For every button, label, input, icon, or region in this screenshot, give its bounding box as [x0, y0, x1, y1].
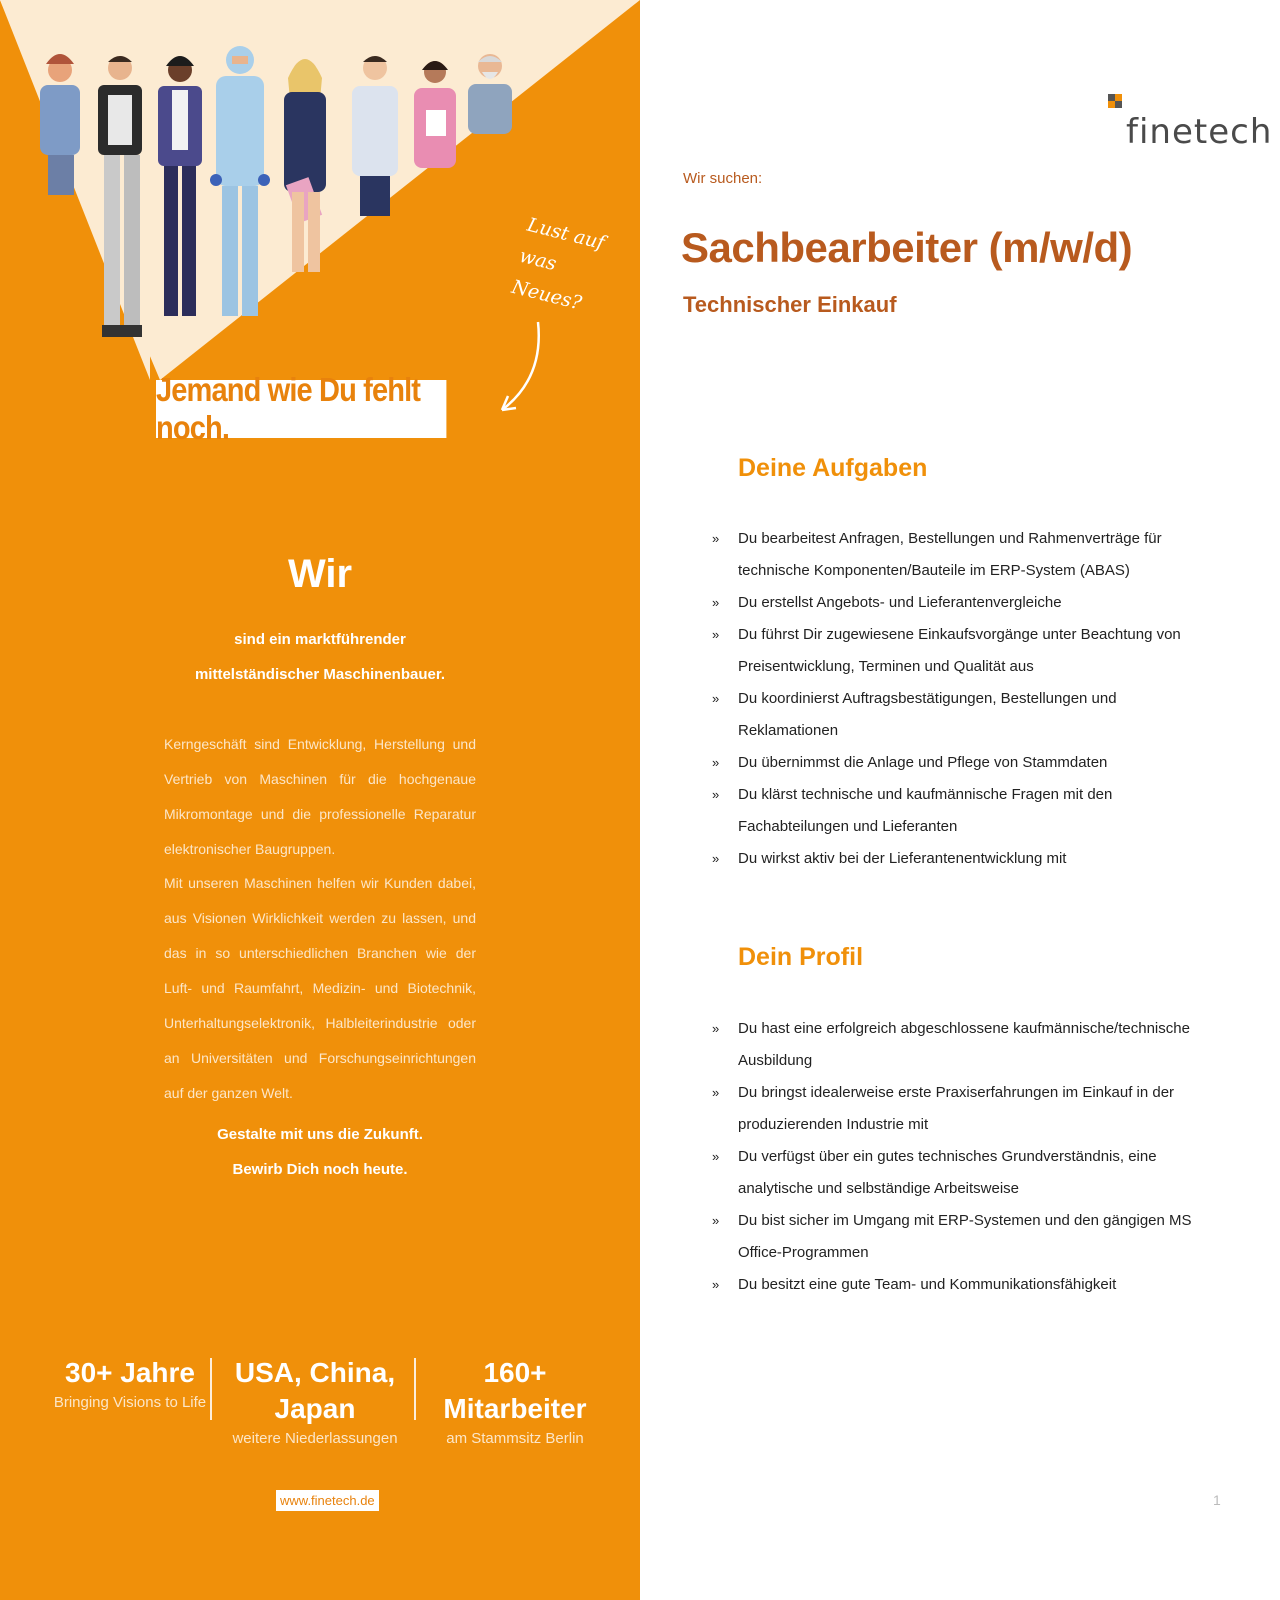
job-subtitle: Technischer Einkauf [683, 292, 897, 317]
person-illustration [40, 54, 80, 195]
profil-heading: Dein Profil [738, 943, 864, 971]
list-item: » Du verfügst über ein gutes technisches Grundverständnis, eine analytische und selbständige Arbeitsweise [712, 1141, 1217, 1205]
slogan-banner: Jemand wie Du fehlt noch. [156, 380, 446, 438]
stat-years [40, 1355, 220, 1415]
job-title: Sachbearbeiter (m/w/d) [681, 224, 1133, 271]
aufgaben-heading: Deine Aufgaben [738, 454, 928, 482]
stat-locations [215, 1355, 415, 1451]
person-illustration [98, 56, 142, 337]
wir-suchen-label: Wir suchen: [683, 170, 763, 187]
stat-caption: weitere Niederlassungen [232, 1430, 398, 1447]
person-illustration [414, 61, 456, 168]
company-paragraph-2: Mit unseren Maschinen helfen wir Kunden dabei, aus Visionen Wirklichkeit werden zu lassen, und das in so unterschiedlichen Branchen wie der Luft- und Raumfahrt, Medizin- und Biotechnik, Unterhaltungselektronik, Halbleiterindustrie oder an Universitäten und Forschungseinrichtungen auf der ganzen Welt. [164, 875, 476, 1101]
list-item: » Du bringst idealerweise erste Praxiserfahrungen im Einkauf in der produzierenden Industrie mit [712, 1077, 1217, 1141]
logo-text: finetech [1126, 112, 1273, 152]
handwritten-note: Lust auf was Neues? [509, 213, 607, 315]
person-illustration [158, 56, 202, 316]
list-item: » Du klärst technische und kaufmännische Fragen mit den Fachabteilungen und Lieferanten [712, 779, 1217, 843]
stat-value: 160+ Mitarbeiter [443, 1357, 587, 1424]
list-item: » Du koordinierst Auftragsbestätigungen, Bestellungen und Reklamationen [712, 683, 1217, 747]
call-to-action [180, 1117, 460, 1187]
list-item: » Du wirkst aktiv bei der Lieferantenentwicklung mit [712, 843, 1217, 875]
list-item: » Du übernimmst die Anlage und Pflege von Stammdaten [712, 747, 1217, 779]
list-item: » Du bist sicher im Umgang mit ERP-Systemen und den gängigen MS Office-Programmen [712, 1205, 1217, 1269]
person-illustration [210, 46, 270, 316]
page-number: 1 [1213, 1492, 1221, 1508]
stat-value: USA, China, Japan [234, 1357, 396, 1424]
cta-line: Gestalte mit uns die Zukunft. [217, 1126, 423, 1143]
list-item: » Du erstellst Angebots- und Lieferantenvergleiche [712, 587, 1217, 619]
company-paragraph-1: Kerngeschäft sind Entwicklung, Herstellung und Vertrieb von Maschinen für die hochgenaue Mikromontage und die professionelle Reparatur elektronischer Baugruppen. [164, 736, 476, 857]
aufgaben-list [712, 523, 1217, 875]
wir-heading: Wir [287, 552, 353, 596]
person-illustration [352, 56, 398, 216]
stat-employees [415, 1355, 615, 1451]
stat-divider [210, 1358, 212, 1420]
list-item: » Du hast eine erfolgreich abgeschlossene kaufmännische/technische Ausbildung [712, 1013, 1217, 1077]
people-illustration [30, 30, 530, 360]
stat-caption: am Stammsitz Berlin [446, 1430, 584, 1447]
logo-mark-icon [1108, 94, 1122, 108]
person-illustration [468, 54, 512, 134]
person-illustration [284, 59, 326, 272]
stat-caption: Bringing Visions to Life [53, 1394, 207, 1411]
list-item: » Du besitzt eine gute Team- und Kommunikationsfähigkeit [712, 1269, 1217, 1301]
wir-subheading: sind ein marktführender mittelständischer Maschinenbauer. [194, 631, 446, 683]
website-link[interactable]: www.finetech.de [276, 1490, 379, 1511]
list-item: » Du führst Dir zugewiesene Einkaufsvorgänge unter Beachtung von Preisentwicklung, Terminen und Qualität aus [712, 619, 1217, 683]
cta-line: Bewirb Dich noch heute. [232, 1161, 408, 1178]
curved-arrow-icon [496, 318, 556, 418]
stat-value: 30+ Jahre [65, 1357, 195, 1388]
list-item: » Du bearbeitest Anfragen, Bestellungen und Rahmenverträge für technische Komponenten/Bauteile im ERP-System (ABAS) [712, 523, 1217, 587]
profil-list [712, 1013, 1217, 1301]
